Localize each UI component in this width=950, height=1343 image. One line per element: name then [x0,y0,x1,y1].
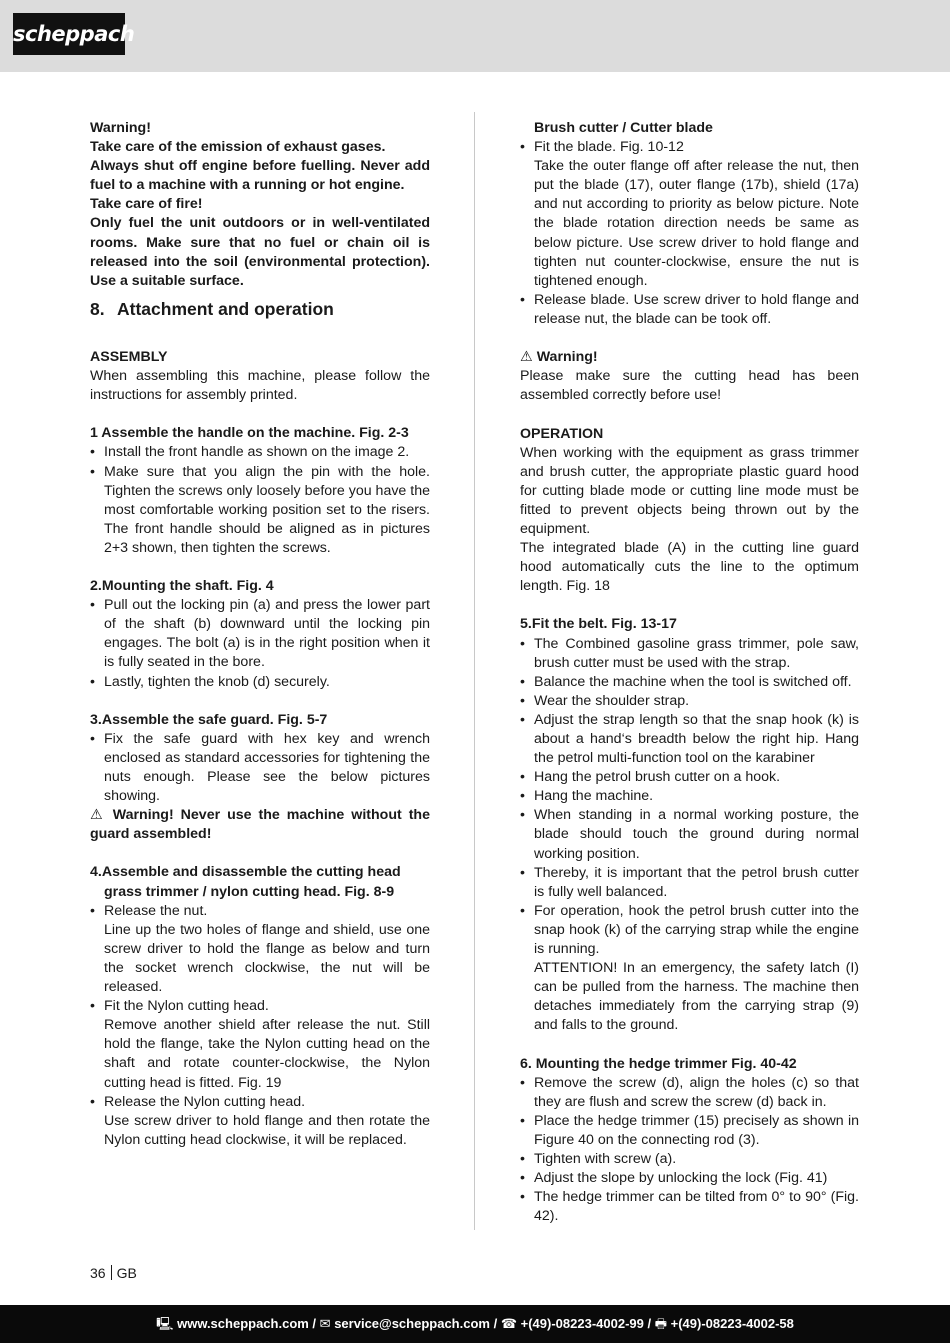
footer-website-link[interactable]: www.scheppach.com / [177,1316,317,1331]
right-column [520,119,859,1226]
operation-heading: OPERATION [520,425,604,442]
list-item: • Fit the blade. Fig. 10-12 Take the outer flange off after release the nut, then put the blade (17), outer flange (17b), shield (17a) and nut according to priority as below picture. Note the blade rotation direction needs be same as below picture. Use screw driver to hold flange and tighten nut counter-clockwise, ensure the nut is tightened enough. [520,138,859,291]
list-item: • The Combined gasoline grass trimmer, pole saw, brush cutter must be used with the strap. [520,635,859,673]
warning-icon: ⚠ [520,349,533,366]
list-item: • Adjust the strap length so that the snap hook (k) is about a hand‘s breadth below the right hip. Hang the petrol multi-function tool on the karabiner [520,711,859,768]
list-item: • The hedge trimmer can be tilted from 0° to 90° (Fig. 42). [520,1188,859,1226]
warning-icon: ⚠ [90,807,106,824]
page-number: 36 GB [90,1265,137,1281]
phone-icon: ☎ [500,1316,518,1331]
step1-list [90,443,430,558]
operation-text-1: When working with the equipment as grass trimmer and brush cutter, the appropriate plastic guard hood for cutting blade mode or cutting line mode must be fitted to prevent objects being thrown out by the equipment. [520,444,859,537]
step2-list [90,596,430,691]
brush-heading: Brush cutter / Cutter blade [534,120,713,136]
step4-list [90,902,430,1150]
footer-email-link[interactable]: service@scheppach.com / [334,1316,498,1331]
list-item: • Lastly, tighten the knob (d) securely. [90,673,430,692]
warning-line: Warning! [90,120,151,136]
mail-icon: ✉ [319,1316,331,1331]
section-number: 8. [90,298,105,319]
step1-heading: 1 Assemble the handle on the machine. Fig. 2-3 [90,425,409,442]
list-item: • Release blade. Use screw driver to hold flange and release nut, the blade can be took off. [520,291,859,329]
list-item: • For operation, hook the petrol brush cutter into the snap hook (k) of the carrying strap while the engine is running. ATTENTION! In an emergency, the safety latch (I) can be pulled from the harness. The machine then detaches immediately from the carrying strap (9) and falls to the ground. [520,902,859,1036]
footer-phone: +(49)-08223-4002-99 / [520,1316,652,1331]
list-item: • When standing in a normal working posture, the blade should touch the ground during normal working position. [520,806,859,863]
list-item: • Balance the machine when the tool is switched off. [520,673,859,692]
warning-line: Take care of the emission of exhaust gases. [90,139,386,156]
list-item: • Release the nut. Line up the two holes of flange and shield, use one screw driver to hold the flange as below and turn the socket wrench clockwise, the nut will be released. [90,902,430,997]
list-item: • Fix the safe guard with hex key and wrench enclosed as standard accessories for tightening the nuts enough. Please see the below pictures showing. [90,730,430,806]
footer-fax: +(49)-08223-4002-58 [670,1316,794,1331]
brush-list [520,138,859,329]
warning-heading: ⚠ Warning! [520,349,598,366]
list-item: • Hang the petrol brush cutter on a hook. [520,768,859,787]
warning-text: Please make sure the cutting head has been assembled correctly before use! [520,368,859,404]
warning-line: Take care of fire! [90,196,203,213]
list-item: • Install the front handle as shown on the image 2. [90,443,430,462]
list-item: • Adjust the slope by unlocking the lock (Fig. 41) [520,1169,859,1188]
list-item: • Make sure that you align the pin with the hole. Tighten the screws only loosely before you have the most comfortable working position set to the risers. The front handle should be aligned as in pictures 2+3 shown, then tighten the screws. [90,463,430,558]
section-heading [90,298,430,320]
step6-list [520,1074,859,1227]
scheppach-logo: scheppach [13,13,125,55]
computer-icon: 🖳 [156,1316,174,1331]
left-column [90,119,430,1150]
step3-heading: 3.Assemble the safe guard. Fig. 5-7 [90,711,328,728]
step2-heading: 2.Mounting the shaft. Fig. 4 [90,578,274,595]
step6-heading: 6. Mounting the hedge trimmer Fig. 40-42 [520,1055,797,1072]
fax-icon: 🖶 [654,1316,667,1331]
list-item: • Place the hedge trimmer (15) precisely as shown in Figure 40 on the connecting rod (3). [520,1112,859,1150]
step3-list [90,730,430,806]
operation-text-2: The integrated blade (A) in the cutting line guard hood automatically cuts the line to the optimum length. Fig. 18 [520,540,859,595]
step3-warning: ⚠ Warning! Never use the machine without the guard assembled! [90,807,430,843]
assembly-heading: ASSEMBLY [90,348,168,365]
list-item: • Thereby, it is important that the petrol brush cutter is fully well balanced. [520,864,859,902]
list-item: • Hang the machine. [520,787,859,806]
column-divider [474,112,475,1230]
list-item: • Pull out the locking pin (a) and press the lower part of the shaft (b) downward until the locking pin engages. The bolt (a) is in the right position when it is fully seated in the bore. [90,596,430,672]
list-item: • Release the Nylon cutting head. Use screw driver to hold flange and then rotate the Nylon cutting head clockwise, it will be replaced. [90,1093,430,1150]
step4-heading: 4.Assemble and disassemble the cutting head grass trimmer / nylon cutting head. Fig. 8-9 [90,864,401,900]
list-item: • Fit the Nylon cutting head. Remove another shield after release the nut. Still hold the flange, take the Nylon cutting head on the shaft and rotate counter-clockwise, the Nylon cutting head is fitted. Fig. 19 [90,997,430,1092]
page-separator [111,1265,112,1280]
footer-bar [0,1305,950,1343]
list-item: • Remove the screw (d), align the holes (c) so that they are flush and screw the screw (d) back in. [520,1074,859,1112]
section-title: Attachment and operation [117,298,334,319]
warning-line: Always shut off engine before fuelling. Never add fuel to a machine with a running or hot engine. [90,158,430,194]
warning-line: Only fuel the unit outdoors or in well-ventilated rooms. Make sure that no fuel or chain oil is released into the soil (environmental protection). Use a suitable surface. [90,215,430,289]
step5-list [520,635,859,1036]
assembly-text: When assembling this machine, please follow the instructions for assembly printed. [90,368,430,404]
list-item: • Wear the shoulder strap. [520,692,859,711]
warning-block [90,119,430,291]
header-bar [0,0,950,72]
list-item: • Tighten with screw (a). [520,1150,859,1169]
step5-heading: 5.Fit the belt. Fig. 13-17 [520,616,677,633]
